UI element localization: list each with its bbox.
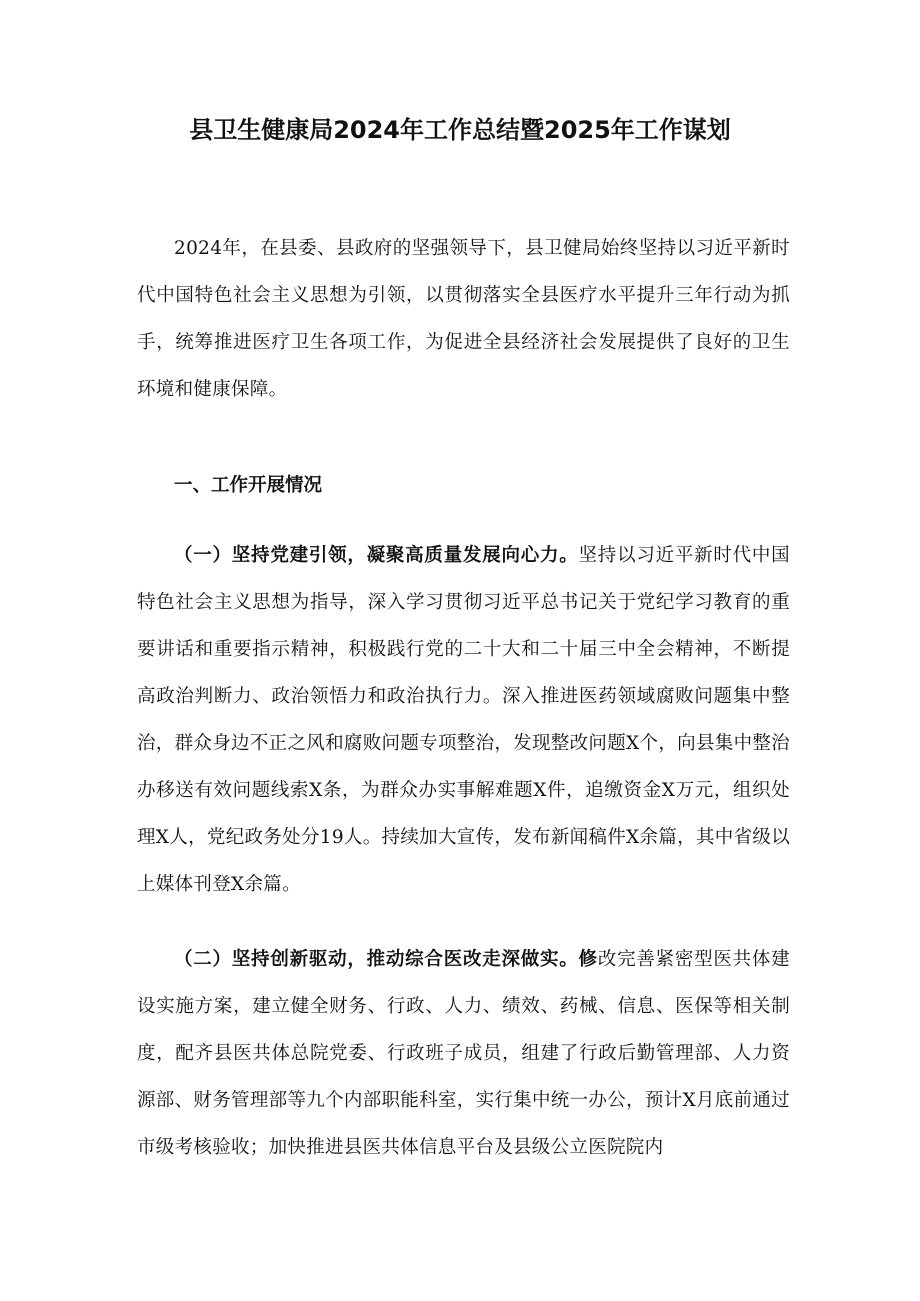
item1-lead-text: （一）坚持党建引领，凝聚高质量发展向心力。 — [174, 545, 579, 566]
document-title: 县卫生健康局2024年工作总结暨2025年工作谋划 — [189, 116, 731, 144]
section-heading-1: 一、工作开展情况 — [174, 475, 323, 496]
item1-body-text: 坚持以习近平新时代中国特色社会主义思想为指导，深入学习贯彻习近平总书记关于党纪学习教育的重要讲话和重要指示精神，积极践行党的二十大和二十届三中全会精神，不断提高政治判断力、政治领悟力和政治执行力。深入推进医药领域腐败问题集中整治，群众身边不正之风和腐败问题专项整治，发现整改问题X个，向县集中整治办移送有效问题线索X条，为群众办实事解难题X件，追缴资金X万元，组织处理X人，党纪政务处分19人。持续加大宣传，发布新闻稿件X余篇，其中省级以上媒体刊登X余篇。 — [137, 545, 790, 895]
item2-lead-text: （二）坚持创新驱动，推动综合医改走深做实。修 — [174, 949, 598, 970]
section1-item2-paragraph — [137, 936, 790, 1171]
intro-paragraph: 2024年，在县委、县政府的坚强领导下，县卫健局始终坚持以习近平新时代中国特色社会主义思想为引领，以贯彻落实全县医疗水平提升三年行动为抓手，统筹推进医疗卫生各项工作，为促进全县经济社会发展提供了良好的卫生环境和健康保障。 — [137, 238, 790, 400]
section1-item1-paragraph — [137, 532, 790, 908]
item2-body-text: 改完善紧密型医共体建设实施方案，建立健全财务、行政、人力、绩效、药械、信息、医保等相关制度，配齐县医共体总院党委、行政班子成员，组建了行政后勤管理部、人力资源部、财务管理部等九个内部职能科室，实行集中统一办公，预计X月底前通过市级考核验收；加快推进县医共体信息平台及县级公立医院院内 — [137, 949, 790, 1158]
